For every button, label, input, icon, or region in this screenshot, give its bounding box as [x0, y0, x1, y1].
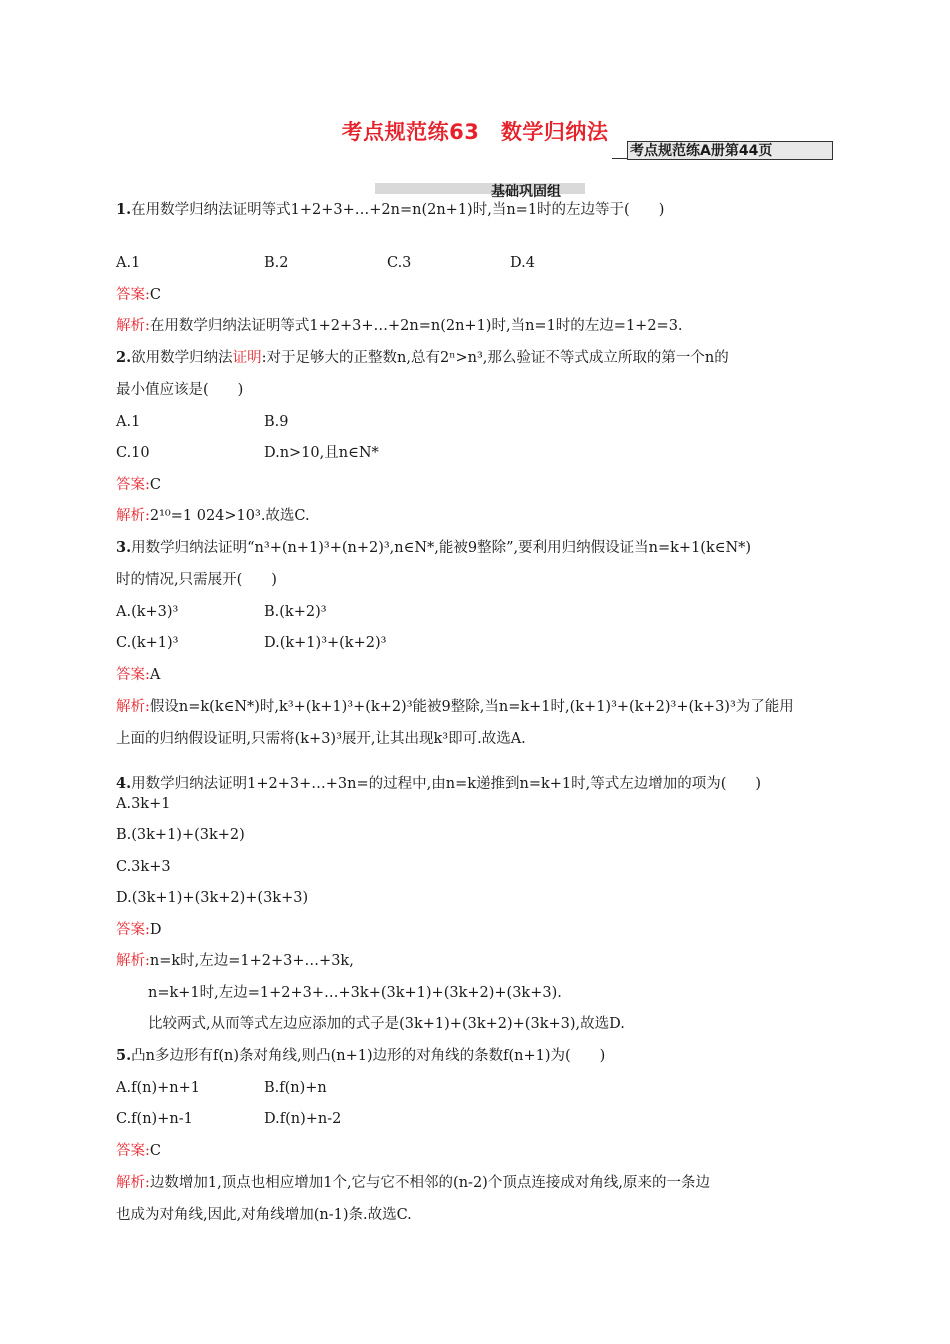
q3-stem: 3.用数学归纳法证明“n³+(n+1)³+(n+2)³,n∈N*,能被9整除”,要利用归纳假设证当n=k+1(k∈N*)	[116, 539, 752, 556]
q1-stem: 1.在用数学归纳法证明等式1+2+3+…+2n=n(2n+1)时,当n=1时的左边等于( )	[116, 201, 665, 218]
q1-answer: 答案:C	[116, 287, 161, 303]
q5-option-b: B.f(n)+n	[264, 1080, 327, 1096]
q2-option-c: C.10	[116, 445, 150, 461]
q4-option-a: A.3k+1	[116, 796, 171, 812]
q5-stem: 5.凸n多边形有f(n)条对角线,则凸(n+1)边形的对角线的条数f(n+1)为( )	[116, 1047, 606, 1064]
page-title: 考点规范练63 数学归纳法	[341, 120, 609, 144]
q3-number: 3.	[116, 539, 132, 556]
q5-analysis: 解析:边数增加1,顶点也相应增加1个,它与它不相邻的(n-2)个顶点连接成对角线,原来的一条边	[116, 1175, 710, 1191]
q4-option-d: D.(3k+1)+(3k+2)+(3k+3)	[116, 890, 309, 906]
q4-analysis-line3: 比较两式,从而等式左边应添加的式子是(3k+1)+(3k+2)+(3k+3),故选D.	[148, 1016, 625, 1032]
q4-answer: 答案:D	[116, 922, 162, 938]
q1-number: 1.	[116, 201, 132, 218]
q5-number: 5.	[116, 1047, 132, 1064]
q2-option-a: A.1	[116, 414, 141, 430]
q3-answer: 答案:A	[116, 667, 161, 683]
q5-option-a: A.f(n)+n+1	[116, 1080, 200, 1096]
q3-option-c: C.(k+1)³	[116, 635, 179, 651]
group-label: 基础巩固组	[491, 184, 561, 200]
q2-answer: 答案:C	[116, 477, 161, 493]
q3-option-b: B.(k+2)³	[264, 604, 327, 620]
q3-option-a: A.(k+3)³	[116, 604, 179, 620]
q2-analysis: 解析:2¹⁰=1 024>10³.故选C.	[116, 508, 310, 524]
q1-option-b: B.2	[264, 255, 289, 271]
q5-option-d: D.f(n)+n-2	[264, 1111, 342, 1127]
q4-option-b: B.(3k+1)+(3k+2)	[116, 827, 245, 843]
q5-answer: 答案:C	[116, 1143, 161, 1159]
q2-stem-line2: 最小值应该是( )	[116, 382, 244, 398]
q1-analysis: 解析:在用数学归纳法证明等式1+2+3+…+2n=n(2n+1)时,当n=1时的左边=1+2=3.	[116, 318, 683, 334]
q4-stem: 4.用数学归纳法证明1+2+3+…+3n=的过程中,由n=k递推到n=k+1时,等式左边增加的项为( )	[116, 775, 762, 792]
q2-option-d: D.n>10,且n∈N*	[264, 445, 379, 461]
q3-analysis-line2: 上面的归纳假设证明,只需将(k+3)³展开,让其出现k³即可.故选A.	[116, 731, 526, 747]
reference-box: 考点规范练A册第44页	[627, 141, 833, 160]
q2-option-b: B.9	[264, 414, 289, 430]
q1-option-c: C.3	[387, 255, 412, 271]
q4-option-c: C.3k+3	[116, 859, 171, 875]
q5-option-c: C.f(n)+n-1	[116, 1111, 193, 1127]
q1-option-d: D.4	[510, 255, 535, 271]
q2-stem: 2.欲用数学归纳法证明:对于足够大的正整数n,总有2ⁿ>n³,那么验证不等式成立所取的第一个n的	[116, 349, 729, 366]
q3-analysis: 解析:假设n=k(k∈N*)时,k³+(k+1)³+(k+2)³能被9整除,当n=k+1时,(k+1)³+(k+2)³+(k+3)³为了能用	[116, 699, 794, 715]
q2-number: 2.	[116, 349, 132, 366]
q4-number: 4.	[116, 775, 132, 792]
q4-analysis-line2: n=k+1时,左边=1+2+3+…+3k+(3k+1)+(3k+2)+(3k+3).	[148, 985, 562, 1001]
q4-analysis: 解析:n=k时,左边=1+2+3+…+3k,	[116, 953, 354, 969]
q1-option-a: A.1	[116, 255, 141, 271]
q5-analysis-line2: 也成为对角线,因此,对角线增加(n-1)条.故选C.	[116, 1207, 412, 1223]
q3-stem-line2: 时的情况,只需展开( )	[116, 572, 277, 588]
q3-option-d: D.(k+1)³+(k+2)³	[264, 635, 387, 651]
